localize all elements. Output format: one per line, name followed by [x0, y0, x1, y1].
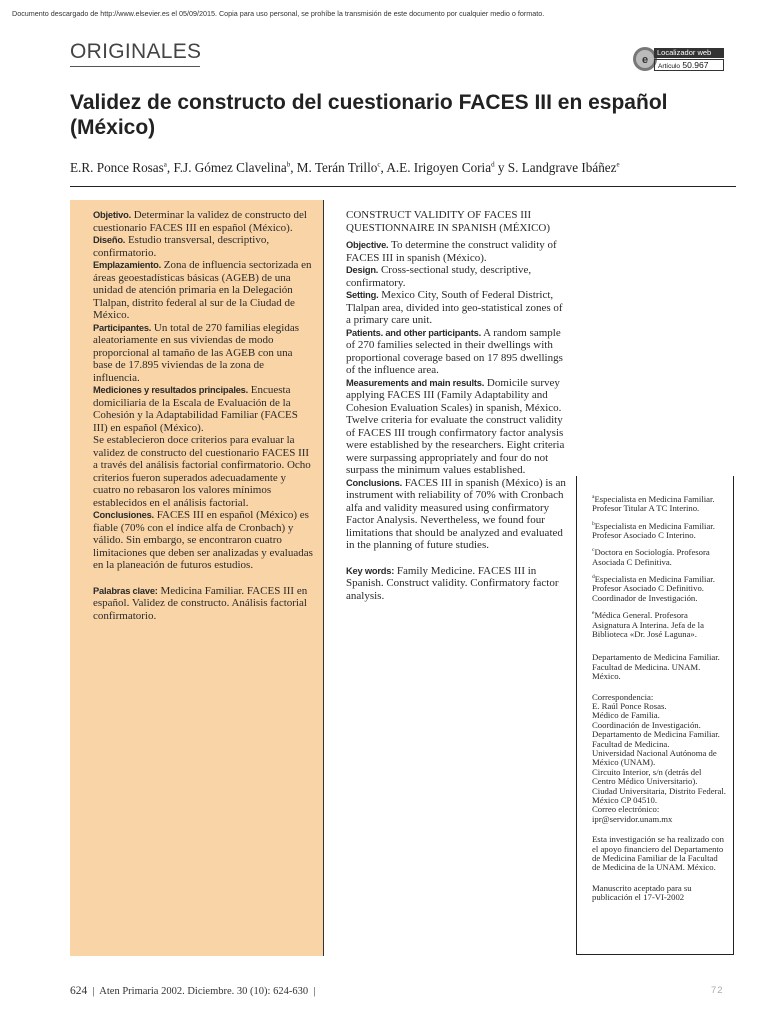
section-text: FACES III in spanish (México) is an instrument with reliability of 70% with Cronbach alfa and validity measured using confirmatory Factor Analysis. Nevertheless, we found four limitations that should be analyzed and evaluated in the planning of future studies. — [346, 476, 566, 551]
keywords-text: Medicina Familiar. FACES III en español. Validez de constructo. Análisis factorial confirmatorio. — [93, 584, 308, 622]
author-name: M. Terán Trillo — [296, 160, 378, 175]
section-label: Measurements and main results. — [346, 377, 485, 388]
abstract-section — [93, 384, 313, 434]
section-text: A random sample of 270 families selected in their dwellings with proportional coverage based on 17 895 dwellings of the influence area. — [346, 326, 563, 376]
abstract-section — [93, 259, 313, 322]
keywords-label: Palabras clave: — [93, 585, 158, 596]
abstract-section — [346, 239, 568, 264]
web-locator-badge[interactable] — [632, 45, 724, 73]
author-affiliation-mark: e — [616, 160, 620, 169]
section-text: Twelve criteria for evaluate the construct validity of FACES III trough confirmatory factor analysis were established by the researchers. Eight criteria were surpassing appropriately and four do not surpass the minimum values established. — [346, 414, 565, 476]
section-text: FACES III en español (México) es fiable (70% con el índice alfa de Cronbach) y válido. Sin embargo, se encontraron cuatro limitaciones que deben ser analizadas y evaluadas en la planeación de futuros estudios. — [93, 509, 313, 571]
svg-text:e: e — [641, 54, 649, 66]
author-separator: , — [290, 160, 297, 175]
author-separator: , — [166, 160, 174, 175]
abstract-section — [93, 509, 313, 572]
abstract-section — [346, 477, 568, 552]
english-abstract-title: CONSTRUCT VALIDITY OF FACES III QUESTIONNAIRE IN SPANISH (MÉXICO) — [346, 209, 551, 234]
abstract-section — [93, 209, 313, 234]
section-label: Design. — [346, 265, 379, 275]
affiliation-item — [592, 520, 727, 541]
funding-note: Esta investigación se ha realizado con el apoyo financiero del Departamento de Medicina Familiar de la Facultad de Medicina de la UNAM. México. — [592, 834, 724, 873]
section-label: Patients. and other participants. — [346, 327, 481, 338]
section-text: Un total de 270 familias elegidas aleatoriamente en sus viviendas de modo proporcional al tamaño de las AGEB con una base de 17.895 viviendas de la zona de influencia. — [93, 321, 300, 384]
affiliation-item — [592, 573, 727, 603]
correspondence: Correspondencia: E. Raúl Ponce Rosas. Médico de Familia. Coordinación de Investigación. Departamento de Medicina Familiar. Facultad de Medicina. Universidad Nacional Autónoma de México (UNAM). Circuito Interior, s/n (detrás del Centro Médico Universitario). Ciudad Universitaria, Distrito Federal. México CP 04510. Correo electrónico: ipr@servidor.unam.mx — [592, 691, 726, 824]
abstract-section — [346, 289, 568, 327]
abstract-section — [346, 264, 568, 289]
author-rule — [70, 186, 736, 187]
abstract-section — [93, 434, 313, 509]
author-separator: , — [380, 160, 387, 175]
section-text: Mexico City, South of Federal District, Tlalpan area, divided into geo-statistical zones of a primary care unit. — [346, 289, 563, 326]
author-affiliation-mark: d — [491, 160, 495, 169]
section-text: Se establecieron doce criterios para evaluar la validez de constructo del cuestionario FACES III a través del análisis factorial confirmatorio. Ocho criterios fueron superados adecuadamente y cuatro no rebasaron los valores mínimos establecidos en el análisis factorial. — [93, 434, 311, 509]
section-label: Mediciones y resultados principales. — [93, 385, 249, 395]
affiliation-item — [592, 546, 727, 567]
article-label: Artículo — [658, 63, 681, 70]
section-label: Conclusions. — [346, 477, 402, 488]
page-number: 624 — [70, 985, 88, 997]
article-title: Validez de constructo del cuestionario FACES III en español (México) — [70, 91, 668, 139]
spanish-abstract — [93, 209, 313, 622]
column-divider — [323, 200, 324, 956]
author-name: S. Landgrave Ibáñez — [507, 160, 617, 175]
section-heading: ORIGINALES — [70, 40, 202, 63]
author-list — [70, 160, 710, 176]
affiliation-text: Médica General. Profesora Asignatura A Interina. Jefa de la Biblioteca «Dr. José Laguna». — [592, 610, 704, 639]
section-text: Cross-sectional study, descriptive, confirmatory. — [346, 264, 532, 289]
keywords — [93, 585, 313, 623]
affiliation-mark: a — [592, 494, 595, 500]
article-box — [654, 59, 724, 71]
author-affiliation-mark: a — [163, 160, 167, 169]
article-number: 50.967 — [682, 60, 709, 70]
section-text: Determinar la validez de constructo del cuestionario FACES III en español (México). — [93, 209, 307, 234]
author-name: E.R. Ponce Rosas — [70, 160, 164, 175]
abstract-section — [93, 234, 313, 259]
acceptance-date: Manuscrito aceptado para su publicación el 17-VI-2002 — [592, 882, 692, 903]
section-label: Diseño. — [93, 235, 126, 245]
footer-separator: | — [310, 986, 316, 997]
affiliation-item — [592, 493, 727, 514]
affiliation-mark: c — [592, 547, 595, 554]
author-affiliation-mark: c — [377, 160, 381, 169]
author-separator: y — [494, 160, 508, 175]
section-label: Emplazamiento. — [93, 260, 161, 270]
locator-label: Localizador web — [654, 48, 724, 58]
affiliation-text: Especialista en Medicina Familiar. Profesor Titular A TC Interino. — [592, 493, 715, 514]
affiliation-item — [592, 609, 727, 639]
section-label: Setting. — [346, 290, 379, 300]
footer-separator: | — [89, 986, 98, 997]
download-notice: Documento descargado de http://www.elsevier.es el 05/09/2015. Copia para uso personal, se prohíbe la transmisión de este documento por cualquier medio o formato. — [12, 9, 545, 18]
abstract-section — [346, 414, 568, 477]
affiliation-text: Especialista en Medicina Familiar. Profesor Asociado C Definitivo. Coordinador de Investigación. — [592, 574, 715, 603]
abstract-section — [93, 322, 313, 385]
author-name: F.J. Gómez Clavelina — [173, 160, 287, 175]
section-label: Objetivo. — [93, 210, 131, 220]
abstract-section — [346, 377, 568, 415]
section-label: Participantes. — [93, 322, 152, 333]
affiliation-mark: b — [592, 520, 595, 527]
journal-citation: Aten Primaria 2002. Diciembre. 30 (10): 624-630 — [99, 986, 309, 997]
keywords-label: Key words: — [346, 565, 395, 576]
section-text: Estudio transversal, descriptivo, confirmatorio. — [93, 234, 270, 259]
author-name: A.E. Irigoyen Coria — [386, 160, 492, 175]
affiliation-mark: e — [592, 610, 595, 617]
abstract-section — [346, 327, 568, 377]
english-abstract — [346, 209, 568, 602]
author-affiliation-mark: b — [286, 160, 291, 169]
section-label: Objective. — [346, 240, 389, 250]
section-text: To determine the construct validity of FACES III in spanish (México). — [346, 239, 557, 264]
affiliation-text: Especialista en Medicina Familiar. Profesor Asociado C Interino. — [592, 520, 715, 540]
section-text: Domicile survey applying FACES III (Family Adaptability and Cohesion Evaluation Scales) in spanish, México. — [346, 376, 562, 414]
section-rule — [70, 66, 200, 67]
affiliation-text: Doctora en Sociología. Profesora Asociada C Definitiva. — [592, 547, 710, 567]
section-label: Conclusiones. — [93, 510, 154, 520]
keywords — [346, 565, 568, 603]
footer-number: 72 — [711, 985, 724, 996]
section-text: Zona de influencia sectorizada en áreas geoestadísticas básicas (AGEB) de una unidad de atención primaria en la Delegación Tlalpan, distrito federal al sur de la Ciudad de México. — [93, 259, 312, 321]
section-text: Encuesta domiciliaria de la Escala de Evaluación de la Cohesión y la Adaptabilidad Familiar (FACES III) en español (México). — [93, 384, 298, 434]
page-footer — [70, 985, 315, 997]
department: Departamento de Medicina Familiar. Facultad de Medicina. UNAM. México. — [592, 652, 720, 682]
affiliation-mark: d — [592, 574, 595, 581]
affiliations — [592, 493, 727, 914]
keywords-text: Family Medicine. FACES III in Spanish. Construct validity. Confirmatory factor analysis. — [346, 564, 559, 602]
